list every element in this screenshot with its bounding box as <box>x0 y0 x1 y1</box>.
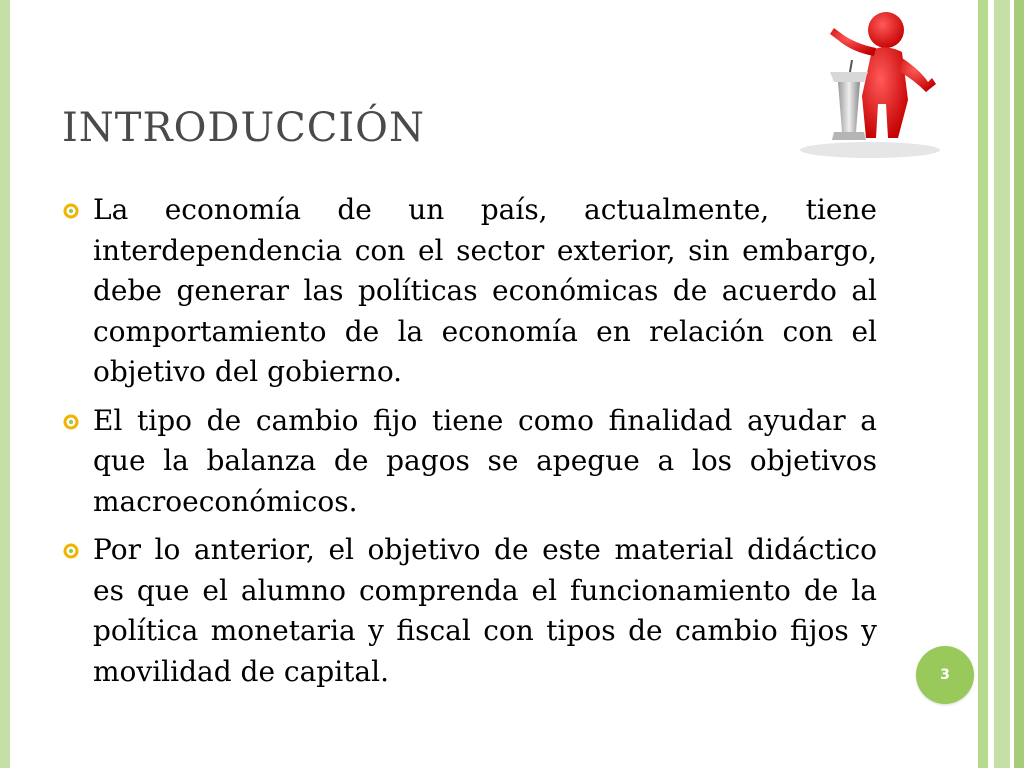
bullet-text: La economía de un país, actualmente, tiene interdependencia con el sector exterior, sin embargo, debe generar las políticas económicas de acuerdo al comportamiento de la economía en relación con el objetivo del gobierno. <box>93 193 877 388</box>
list-item <box>62 530 877 692</box>
circle-bullet-icon <box>62 542 80 560</box>
list-item <box>62 190 877 393</box>
speaker-at-podium-icon <box>790 0 950 160</box>
list-item <box>62 401 877 523</box>
bullet-text: El tipo de cambio fijo tiene como finalidad ayudar a que la balanza de pagos se apegue a los objetivos macroeconómicos. <box>93 403 877 518</box>
right-border-stripe <box>1014 0 1024 768</box>
page-number-badge: 3 <box>916 646 974 704</box>
bullet-text: Por lo anterior, el objetivo de este material didáctico es que el alumno comprenda el funcionamiento de la política monetaria y fiscal con tipos de cambio fijos y movilidad de capital. <box>93 533 877 688</box>
right-border-stripe <box>994 0 1010 768</box>
circle-bullet-icon <box>62 413 80 431</box>
right-border-stripe <box>978 0 988 768</box>
circle-bullet-icon <box>62 202 80 220</box>
left-border-stripe <box>0 0 10 768</box>
bullet-list <box>62 190 877 700</box>
slide-title: INTRODUCCIÓN <box>62 105 425 151</box>
